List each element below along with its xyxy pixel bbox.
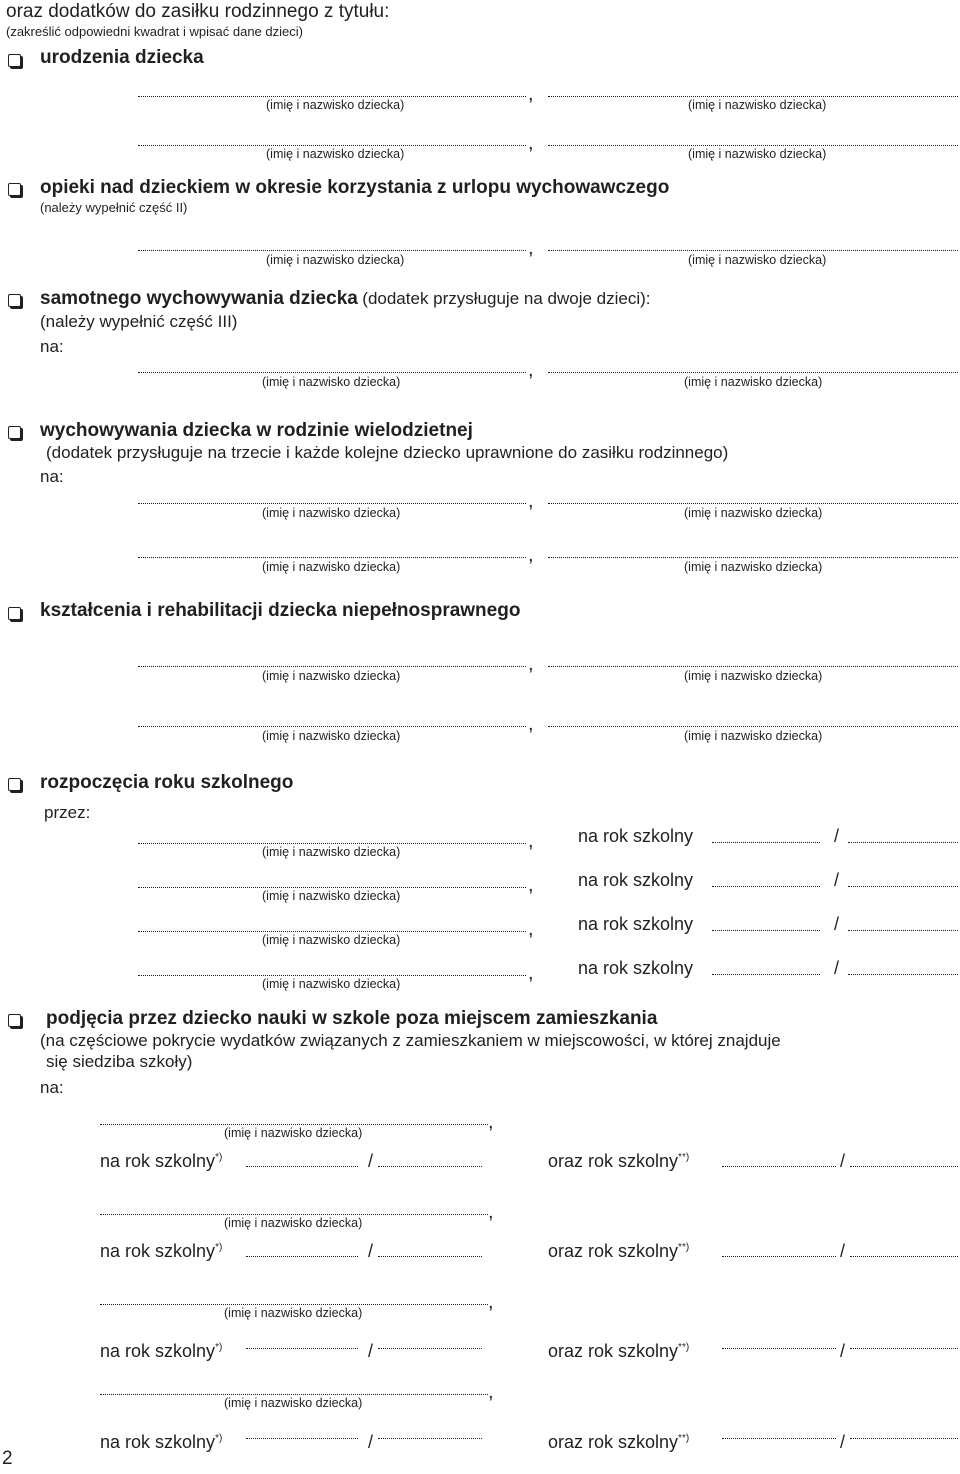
child-name-caption: (imię i nazwisko dziecka) <box>262 889 401 903</box>
school-year-label: na rok szkolny <box>578 958 694 978</box>
child-name-field[interactable] <box>100 1394 488 1395</box>
child-name-field[interactable] <box>100 1304 488 1305</box>
footnote-mark: **) <box>678 1342 690 1353</box>
single-parent-note: (należy wypełnić część III) <box>40 312 238 331</box>
school-year-slash: / <box>840 1432 846 1452</box>
child-name-field[interactable] <box>548 503 958 504</box>
child-name-caption: (imię i nazwisko dziecka) <box>266 98 405 112</box>
comma: , <box>528 237 534 259</box>
school-year-label: na rok szkolny <box>578 826 694 846</box>
child-name-caption: (imię i nazwisko dziecka) <box>684 506 823 520</box>
next-school-year-label <box>548 1432 689 1453</box>
comma: , <box>528 713 534 735</box>
footnote-mark: **) <box>678 1242 690 1253</box>
child-name-field[interactable] <box>138 726 526 727</box>
school-year-slash: / <box>834 826 840 846</box>
school-year-slash: / <box>840 1341 846 1361</box>
disabled-child-checkbox[interactable] <box>8 607 21 620</box>
remote-school-note: (na częściowe pokrycie wydatków związanych z zamieszkaniem w miejscowości, w której znajduje <box>40 1031 781 1050</box>
child-name-field[interactable] <box>138 96 526 97</box>
school-year-start-field[interactable] <box>246 1166 358 1167</box>
large-family-title: wychowywania dziecka w rodzinie wielodzietnej <box>40 420 473 441</box>
comma: , <box>488 1381 494 1403</box>
comma: , <box>528 653 534 675</box>
next-school-year-end-field[interactable] <box>850 1256 958 1257</box>
school-start-label: przez: <box>44 803 91 822</box>
care-note: (należy wypełnić część II) <box>40 200 188 215</box>
remote-school-label: na: <box>40 1078 64 1097</box>
school-year-label: na rok szkolny <box>578 914 694 934</box>
disabled-child-title: kształcenia i rehabilitacji dziecka niepełnosprawnego <box>40 600 521 621</box>
school-year-slash: / <box>368 1151 374 1171</box>
school-year-end-field[interactable] <box>378 1256 482 1257</box>
child-name-caption: (imię i nazwisko dziecka) <box>262 729 401 743</box>
school-year-slash: / <box>368 1341 374 1361</box>
remote-school-note-continued: się siedziba szkoły) <box>46 1052 193 1071</box>
footnote-mark: **) <box>678 1433 690 1444</box>
child-name-caption: (imię i nazwisko dziecka) <box>224 1126 363 1140</box>
child-name-field[interactable] <box>548 250 958 251</box>
footnote-mark: *) <box>215 1433 223 1444</box>
comma: , <box>528 132 534 154</box>
school-year-label <box>100 1341 222 1362</box>
child-name-caption: (imię i nazwisko dziecka) <box>266 147 405 161</box>
school-year-slash: / <box>368 1432 374 1452</box>
page-number: 2 <box>2 1448 13 1469</box>
child-name-field[interactable] <box>548 666 958 667</box>
child-name-field[interactable] <box>138 372 526 373</box>
comma: , <box>488 1291 494 1313</box>
next-school-year-label <box>548 1151 689 1172</box>
large-family-label: na: <box>40 467 64 486</box>
comma: , <box>528 544 534 566</box>
next-school-year-text: oraz rok szkolny <box>548 1241 679 1261</box>
school-year-label <box>100 1432 222 1453</box>
comma: , <box>528 83 534 105</box>
next-school-year-text: oraz rok szkolny <box>548 1341 679 1361</box>
next-school-year-text: oraz rok szkolny <box>548 1432 679 1452</box>
child-name-caption: (imię i nazwisko dziecka) <box>688 253 827 267</box>
child-name-caption: (imię i nazwisko dziecka) <box>262 845 401 859</box>
school-start-checkbox[interactable] <box>8 778 21 791</box>
child-name-field[interactable] <box>138 843 526 844</box>
page-instruction: (zakreślić odpowiedni kwadrat i wpisać dane dzieci) <box>6 24 303 39</box>
child-name-field[interactable] <box>138 250 526 251</box>
comma: , <box>528 918 534 940</box>
school-year-slash: / <box>840 1241 846 1261</box>
child-name-caption: (imię i nazwisko dziecka) <box>262 977 401 991</box>
child-name-caption: (imię i nazwisko dziecka) <box>262 375 401 389</box>
single-parent-title-extra: (dodatek przysługuje na dwoje dzieci): <box>362 289 651 308</box>
school-year-end-field[interactable] <box>848 930 958 931</box>
child-name-field[interactable] <box>100 1214 488 1215</box>
child-name-field[interactable] <box>100 1124 488 1125</box>
child-name-field[interactable] <box>138 557 526 558</box>
school-year-end-field[interactable] <box>378 1348 482 1349</box>
next-school-year-end-field[interactable] <box>850 1348 958 1349</box>
child-name-field[interactable] <box>138 887 526 888</box>
care-title: opieki nad dzieckiem w okresie korzystania z urlopu wychowawczego <box>40 177 670 198</box>
child-name-caption: (imię i nazwisko dziecka) <box>262 506 401 520</box>
child-name-field[interactable] <box>548 145 958 146</box>
single-parent-checkbox[interactable] <box>8 294 21 307</box>
single-parent-label: na: <box>40 337 64 356</box>
footnote-mark: *) <box>215 1242 223 1253</box>
school-year-slash: / <box>834 914 840 934</box>
next-school-year-start-field[interactable] <box>722 1256 836 1257</box>
comma: , <box>528 962 534 984</box>
next-school-year-end-field[interactable] <box>850 1166 958 1167</box>
school-year-text: na rok szkolny <box>100 1341 216 1361</box>
school-year-end-field[interactable] <box>848 886 958 887</box>
large-family-note: (dodatek przysługuje na trzecie i każde kolejne dziecko uprawnione do zasiłku rodzinnego) <box>46 443 729 462</box>
school-year-slash: / <box>834 958 840 978</box>
school-year-text: na rok szkolny <box>100 1151 216 1171</box>
child-name-caption: (imię i nazwisko dziecka) <box>262 933 401 947</box>
child-name-caption: (imię i nazwisko dziecka) <box>224 1306 363 1320</box>
next-school-year-label <box>548 1241 689 1262</box>
child-name-caption: (imię i nazwisko dziecka) <box>684 669 823 683</box>
next-school-year-text: oraz rok szkolny <box>548 1151 679 1171</box>
child-name-field[interactable] <box>548 96 958 97</box>
child-name-field[interactable] <box>548 726 958 727</box>
school-year-end-field[interactable] <box>378 1166 482 1167</box>
comma: , <box>528 490 534 512</box>
child-name-caption: (imię i nazwisko dziecka) <box>688 98 827 112</box>
next-school-year-end-field[interactable] <box>850 1438 958 1439</box>
child-name-field[interactable] <box>138 975 526 976</box>
child-name-caption: (imię i nazwisko dziecka) <box>688 147 827 161</box>
school-year-text: na rok szkolny <box>100 1241 216 1261</box>
single-parent-title <box>40 288 651 310</box>
birth-checkbox[interactable] <box>8 54 21 67</box>
child-name-field[interactable] <box>138 931 526 932</box>
next-school-year-start-field[interactable] <box>722 1438 836 1439</box>
school-year-slash: / <box>840 1151 846 1171</box>
comma: , <box>528 359 534 381</box>
next-school-year-start-field[interactable] <box>722 1348 836 1349</box>
child-name-field[interactable] <box>548 372 958 373</box>
school-year-label <box>100 1151 222 1172</box>
comma: , <box>488 1201 494 1223</box>
child-name-caption: (imię i nazwisko dziecka) <box>684 375 823 389</box>
child-name-caption: (imię i nazwisko dziecka) <box>684 729 823 743</box>
remote-school-title: podjęcia przez dziecko nauki w szkole poza miejscem zamieszkania <box>46 1008 658 1029</box>
child-name-field[interactable] <box>138 145 526 146</box>
care-checkbox[interactable] <box>8 183 21 196</box>
school-year-start-field[interactable] <box>712 842 820 843</box>
next-school-year-label <box>548 1341 689 1362</box>
school-year-end-field[interactable] <box>848 974 958 975</box>
page-heading: oraz dodatków do zasiłku rodzinnego z tytułu: <box>6 1 390 22</box>
school-year-end-field[interactable] <box>378 1438 482 1439</box>
school-year-slash: / <box>834 870 840 890</box>
footnote-mark: *) <box>215 1152 223 1163</box>
child-name-caption: (imię i nazwisko dziecka) <box>684 560 823 574</box>
school-year-start-field[interactable] <box>712 886 820 887</box>
comma: , <box>528 830 534 852</box>
child-name-caption: (imię i nazwisko dziecka) <box>224 1396 363 1410</box>
school-year-start-field[interactable] <box>246 1256 358 1257</box>
school-year-start-field[interactable] <box>712 974 820 975</box>
school-year-label: na rok szkolny <box>578 870 694 890</box>
footnote-mark: **) <box>678 1152 690 1163</box>
school-year-end-field[interactable] <box>848 842 958 843</box>
school-year-start-field[interactable] <box>246 1438 358 1439</box>
child-name-caption: (imię i nazwisko dziecka) <box>266 253 405 267</box>
next-school-year-start-field[interactable] <box>722 1166 836 1167</box>
school-year-label <box>100 1241 222 1262</box>
footnote-mark: *) <box>215 1342 223 1353</box>
child-name-caption: (imię i nazwisko dziecka) <box>262 560 401 574</box>
large-family-checkbox[interactable] <box>8 426 21 439</box>
comma: , <box>528 874 534 896</box>
child-name-field[interactable] <box>138 503 526 504</box>
single-parent-title-main: samotnego wychowywania dziecka <box>40 288 358 309</box>
child-name-caption: (imię i nazwisko dziecka) <box>262 669 401 683</box>
remote-school-checkbox[interactable] <box>8 1014 21 1027</box>
child-name-caption: (imię i nazwisko dziecka) <box>224 1216 363 1230</box>
birth-title: urodzenia dziecka <box>40 47 204 68</box>
school-year-start-field[interactable] <box>246 1348 358 1349</box>
child-name-field[interactable] <box>138 666 526 667</box>
school-year-text: na rok szkolny <box>100 1432 216 1452</box>
school-start-title: rozpoczęcia roku szkolnego <box>40 772 294 793</box>
comma: , <box>488 1111 494 1133</box>
child-name-field[interactable] <box>548 557 958 558</box>
school-year-slash: / <box>368 1241 374 1261</box>
school-year-start-field[interactable] <box>712 930 820 931</box>
